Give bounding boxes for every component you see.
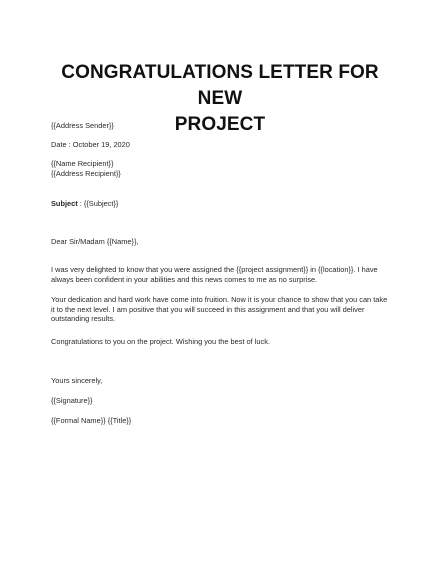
letter-title-line-1: CONGRATULATIONS LETTER FOR NEW xyxy=(61,62,379,109)
closing: Yours sincerely, xyxy=(51,376,103,385)
paragraph-1 xyxy=(51,265,389,284)
subject-label: Subject xyxy=(51,199,78,208)
date-value: October 19, 2020 xyxy=(72,140,130,149)
name-recipient: {{Name Recipient}} xyxy=(51,159,114,168)
address-sender: {{Address Sender}} xyxy=(51,121,114,130)
formal-name: {{Formal Name}} {{Title}} xyxy=(51,416,132,425)
paragraph-2-line-3: outstanding results. xyxy=(51,314,116,324)
signature: {{Signature}} xyxy=(51,396,93,405)
paragraph-2-line-1: Your dedication and hard work have come into fruition. Now it is your chance to show that you can take xyxy=(51,295,388,304)
address-recipient: {{Address Recipient}} xyxy=(51,169,121,178)
paragraph-2 xyxy=(51,295,389,324)
paragraph-3: Congratulations to you on the project. Wishing you the best of luck. xyxy=(51,337,270,346)
date-line xyxy=(51,140,389,150)
paragraph-1-line-1: I was very delighted to know that you were assigned the {{project assignment}} in {{location}}. I have xyxy=(51,265,378,274)
paragraph-1-line-2: always been confident in your abilities and this news comes to me as no surprise. xyxy=(51,274,318,284)
letter-title xyxy=(51,0,389,138)
salutation: Dear Sir/Madam {{Name}}, xyxy=(51,237,139,246)
letter-title-line-2: PROJECT xyxy=(174,114,266,135)
paragraph-2-line-2: it to the next level. I am positive that you will succeed in this assignment and that you will deliver xyxy=(51,304,365,314)
date-label: Date : xyxy=(51,140,73,149)
subject-value: : {{Subject}} xyxy=(77,199,119,208)
subject-line xyxy=(51,199,389,209)
